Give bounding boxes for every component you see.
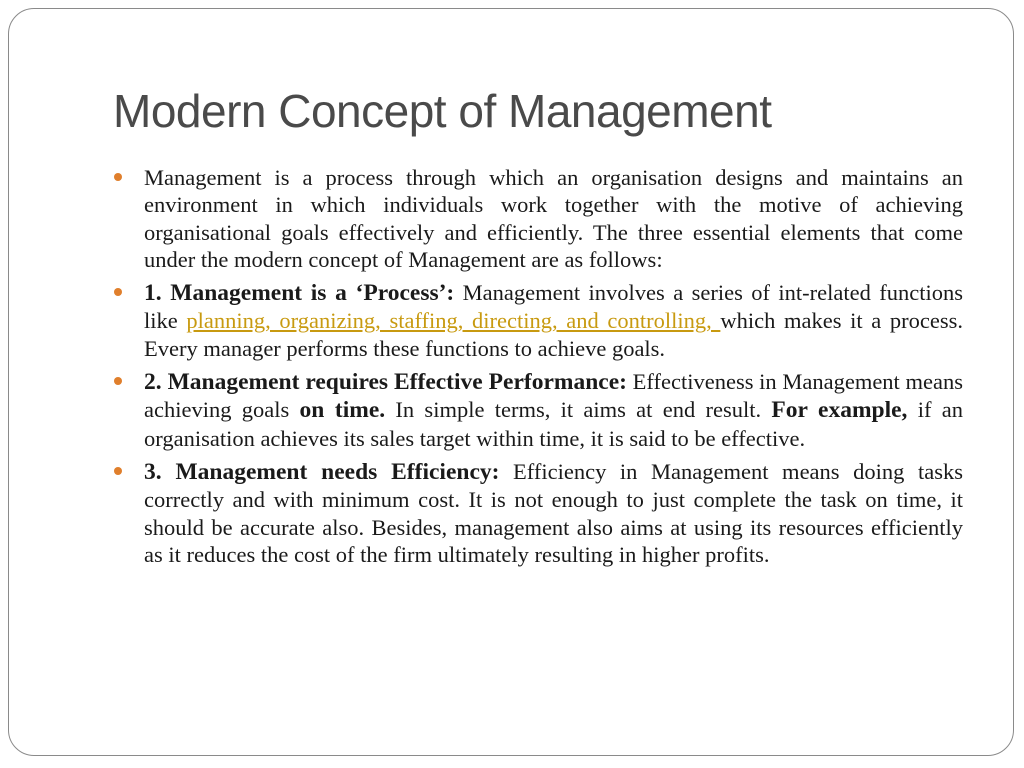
bullet-efficiency [111, 458, 963, 568]
bullet-dot-icon [114, 377, 122, 385]
bullet-process-text-b: which makes it a process. Every manager performs these functions to achieve goals. [144, 308, 963, 361]
bullet-dot-icon [114, 288, 122, 296]
bullet-process-heading: 1. Management is a ‘Process’: [144, 280, 455, 307]
bullet-intro [111, 164, 963, 273]
bullet-effectiveness [111, 368, 963, 452]
slide-title: Modern Concept of Management [113, 85, 772, 137]
bullet-effectiveness-text-a: Effectiveness in Management means achieving goals [144, 369, 963, 423]
bullet-efficiency-heading: 3. Management needs Efficiency: [144, 458, 500, 485]
bullet-process-text-a: Management involves a series of int-related functions like [144, 280, 963, 334]
bullet-dot-icon [114, 467, 122, 475]
bullet-dot-icon [114, 173, 122, 181]
bullet-list [111, 164, 963, 574]
emphasis-on-time: on time. [299, 397, 386, 424]
bullet-process [111, 279, 963, 362]
emphasis-for-example: For example, [771, 397, 908, 424]
bullet-effectiveness-text-c: if an organisation achieves its sales target within time, it is said to be effective. [144, 397, 963, 451]
bullet-efficiency-text: Efficiency in Management means doing tasks correctly and with minimum cost. It is not enough to just complete the task on time, it should be accurate also. Besides, management also aims at using its resources efficiently as it reduces the cost of the firm ultimately resulting in higher profits. [144, 458, 963, 567]
functions-link[interactable]: planning, organizing, staffing, directing, and controlling, [186, 308, 721, 334]
bullet-intro-text: Management is a process through which an organisation designs and maintains an environment in which individuals work together with the motive of achieving organisational goals effectively and efficiently. The three essential elements that come under the modern concept of Management are as follows: [144, 165, 963, 272]
bullet-effectiveness-heading: 2. Management requires Effective Performance: [144, 369, 627, 396]
bullet-effectiveness-text-b: In simple terms, it aims at end result. [385, 397, 772, 423]
